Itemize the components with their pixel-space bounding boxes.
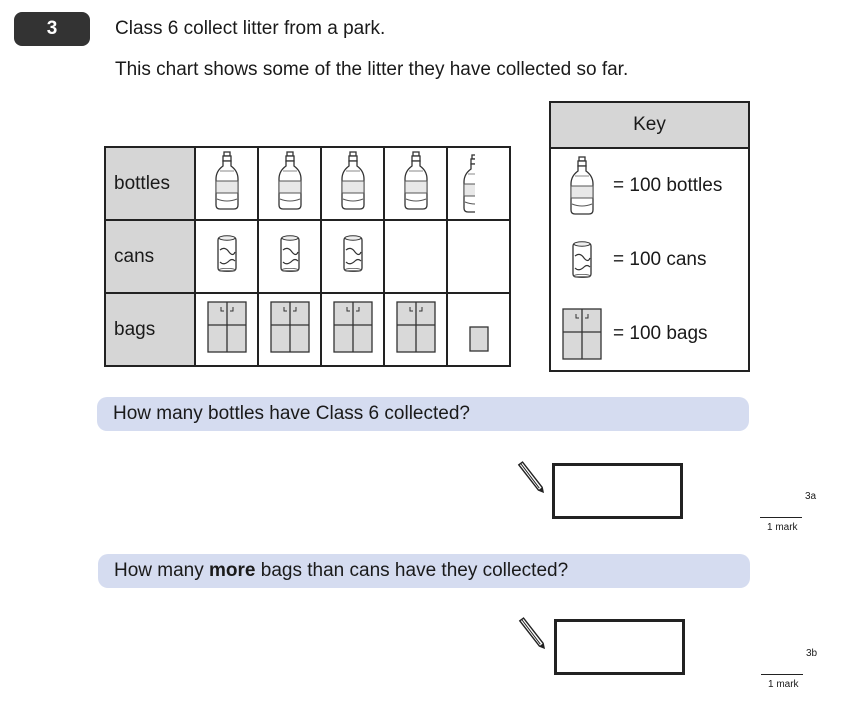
pictogram-cell <box>384 147 447 220</box>
pictogram-cell <box>195 293 258 366</box>
bag-icon <box>270 301 310 353</box>
bag-icon <box>562 308 602 360</box>
bottle-icon <box>214 151 240 211</box>
pencil-icon <box>517 617 545 649</box>
pictogram-cell <box>447 220 510 293</box>
pictogram-row-bags <box>105 293 510 366</box>
pictogram-cell <box>258 220 321 293</box>
pictogram-table <box>104 146 511 367</box>
key-title: Key <box>551 103 748 149</box>
key-row-bottles <box>551 149 748 223</box>
pictogram-cell <box>447 293 510 366</box>
question-a-text: How many bottles have Class 6 collected? <box>113 403 470 424</box>
pictogram-cell <box>258 147 321 220</box>
pencil-icon <box>516 461 544 493</box>
bottle-icon <box>277 151 303 211</box>
can-icon <box>279 234 301 274</box>
answer-box-b[interactable] <box>554 619 685 675</box>
key-label-bags: = 100 bags <box>613 323 708 344</box>
half-bottle-icon <box>462 154 475 214</box>
mark-label-a: 1 mark <box>767 522 798 533</box>
pictogram-row-bottles <box>105 147 510 220</box>
question-b-text: How many more bags than cans have they collected? <box>114 560 569 581</box>
key-row-bags <box>551 297 748 371</box>
bottle-icon <box>569 156 595 216</box>
can-icon <box>216 234 238 274</box>
pictogram-cell <box>321 220 384 293</box>
pictogram-cell <box>384 220 447 293</box>
bottle-icon <box>340 151 366 211</box>
can-icon <box>342 234 364 274</box>
key-label-bottles: = 100 bottles <box>613 175 723 196</box>
key-label-cans: = 100 cans <box>613 249 707 270</box>
row-label-bags: bags <box>105 293 195 366</box>
pictogram-cell <box>258 293 321 366</box>
bag-icon <box>333 301 373 353</box>
key-row-cans <box>551 223 748 297</box>
pictogram-cell <box>384 293 447 366</box>
mark-code-b: 3b <box>806 648 818 659</box>
mark-code-a: 3a <box>805 491 817 502</box>
pictogram-row-cans <box>105 220 510 293</box>
pictogram-cell <box>447 147 510 220</box>
question-a-bar <box>97 397 749 431</box>
question-number-badge: 3 <box>14 12 90 46</box>
bag-icon <box>396 301 436 353</box>
bottle-icon <box>403 151 429 211</box>
question-b-bar <box>98 554 750 588</box>
key-panel <box>549 101 750 372</box>
pictogram-cell <box>321 147 384 220</box>
pictogram-cell <box>195 220 258 293</box>
mark-line-a <box>760 517 802 518</box>
bag-icon <box>207 301 247 353</box>
chart-description: This chart shows some of the litter they have collected so far. <box>115 59 629 80</box>
pictogram-cell <box>321 293 384 366</box>
mark-label-b: 1 mark <box>768 679 799 690</box>
row-label-cans: cans <box>105 220 195 293</box>
intro-text: Class 6 collect litter from a park. <box>115 18 386 39</box>
quarter-bag-icon <box>469 326 489 352</box>
row-label-bottles: bottles <box>105 147 195 220</box>
mark-line-b <box>761 674 803 675</box>
answer-box-a[interactable] <box>552 463 683 519</box>
can-icon <box>571 240 593 280</box>
pictogram-cell <box>195 147 258 220</box>
